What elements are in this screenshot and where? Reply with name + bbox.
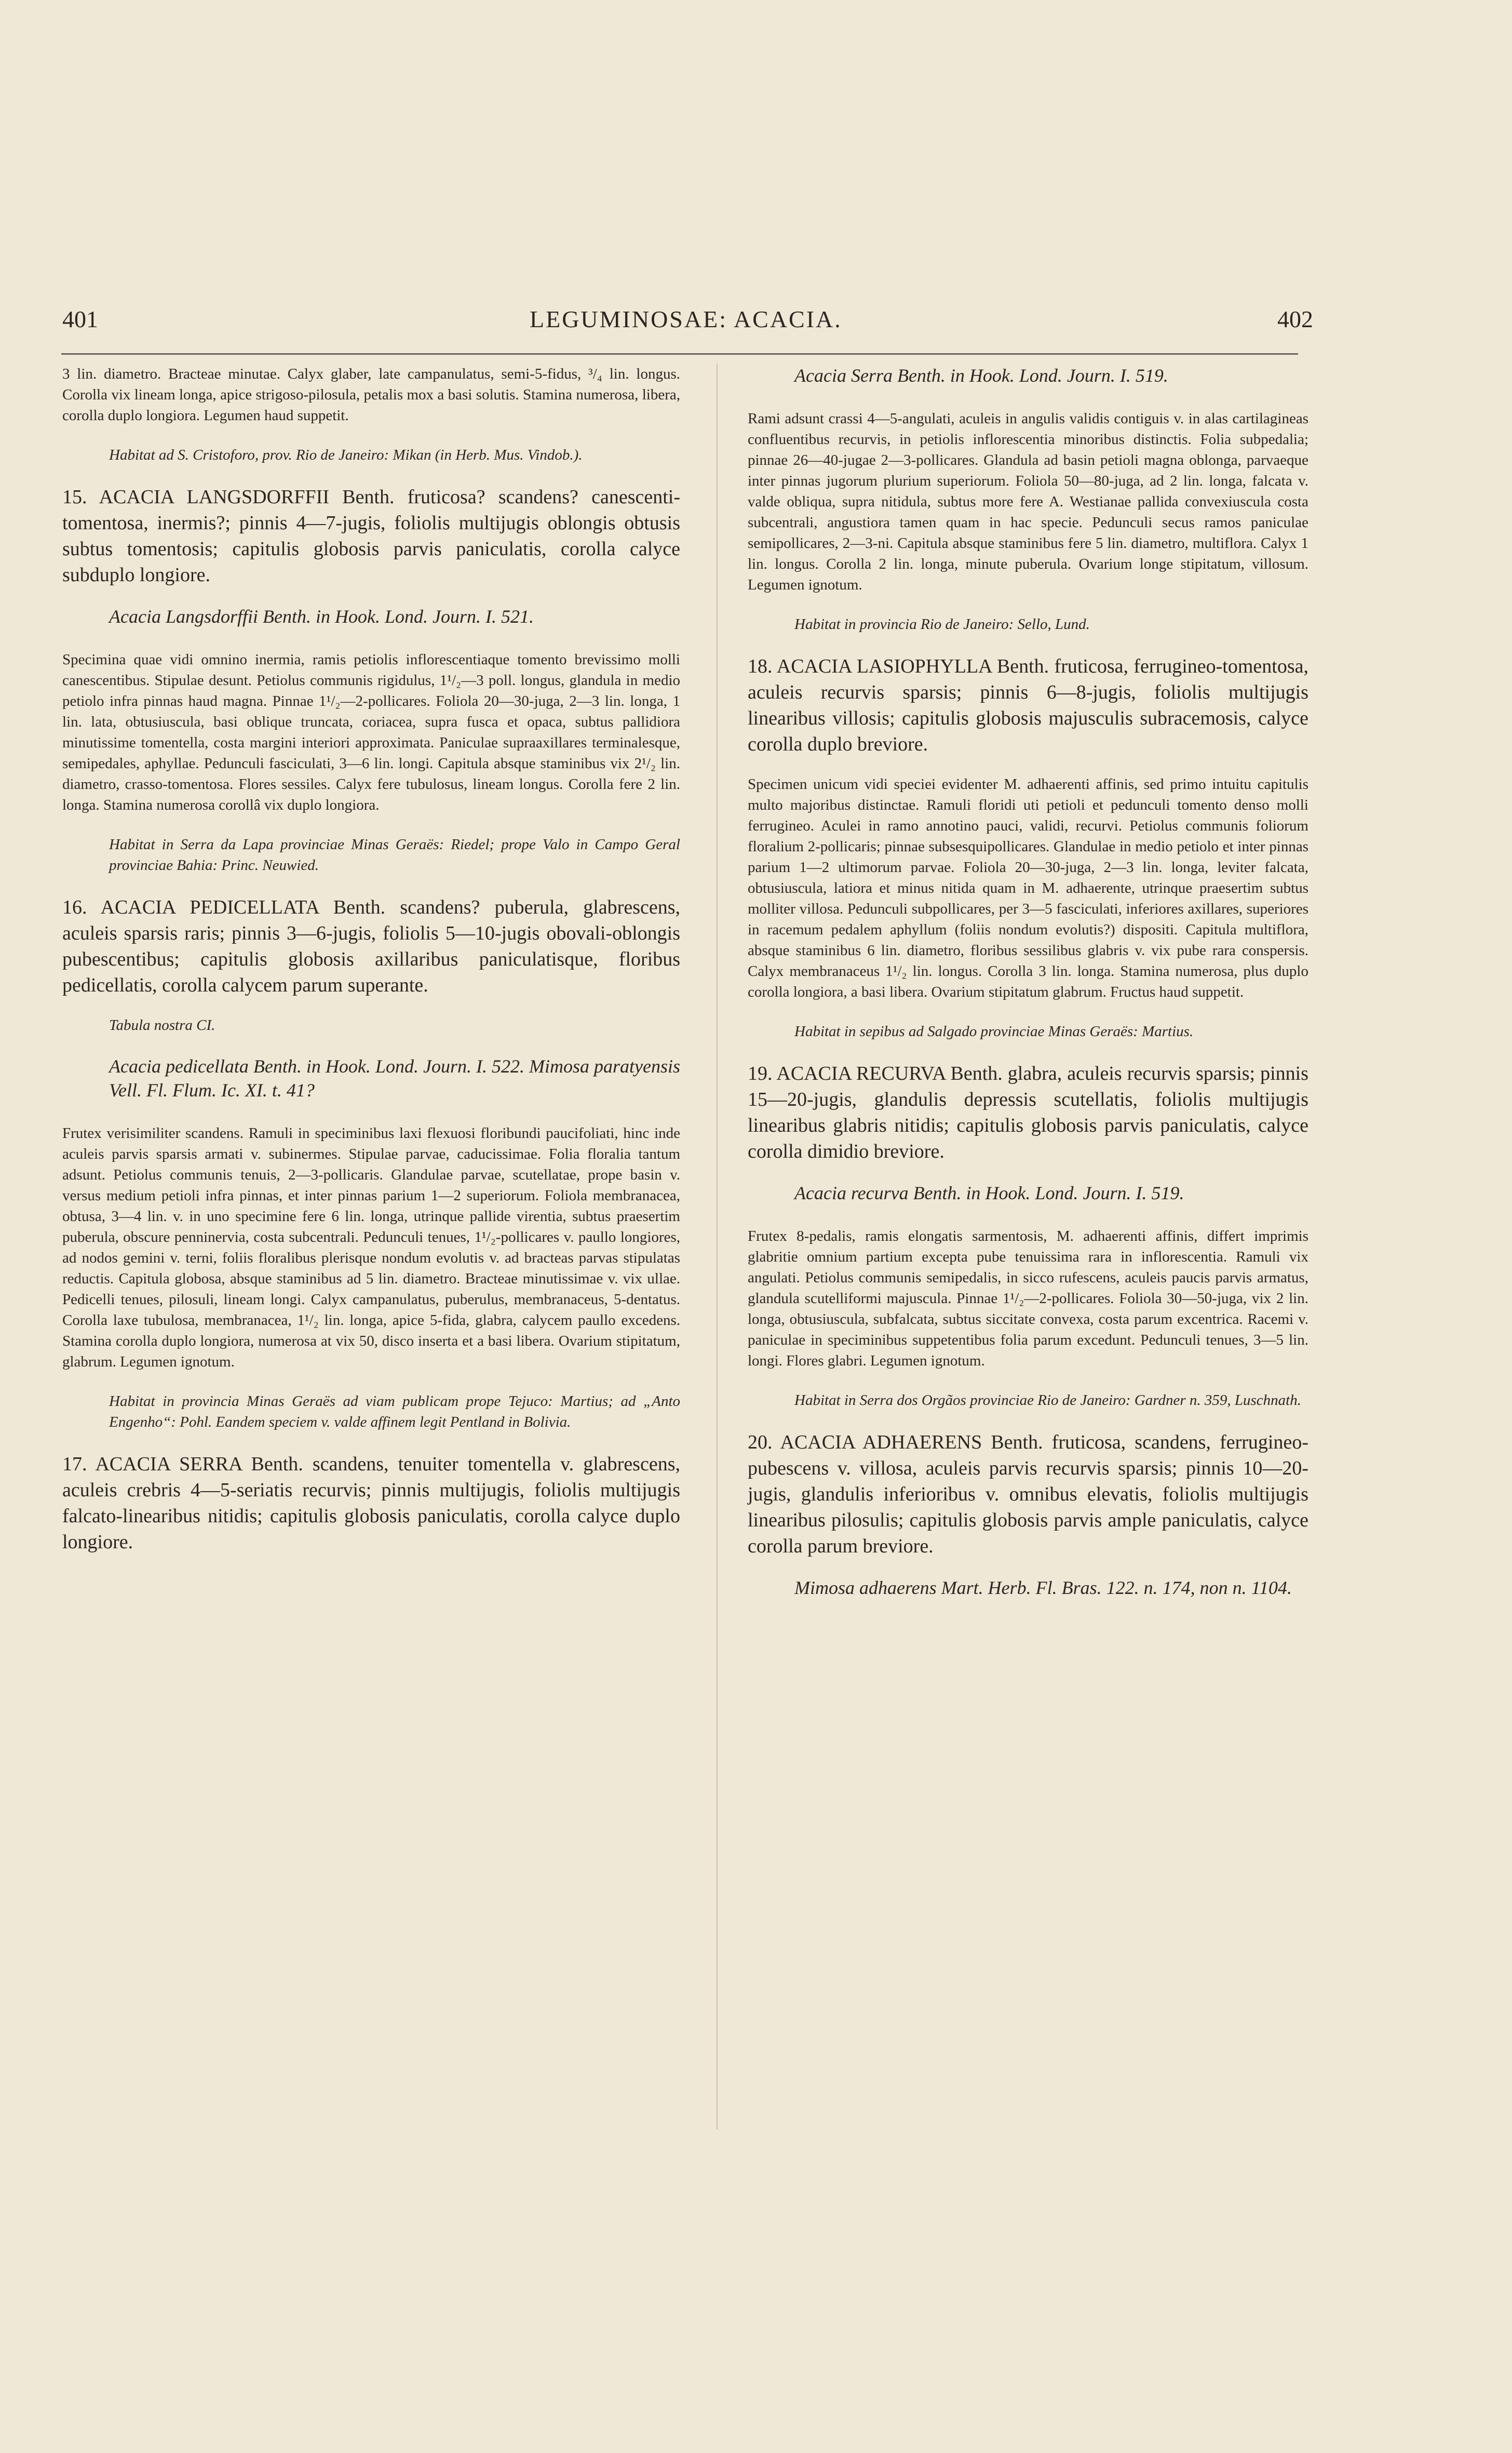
- continued-description: 3 lin. diametro. Bracteae minutae. Calyx glaber, late campanulatus, semi-5-fidus, ³/₄ lin. longus. Corolla vix lineam longa, apice strigoso-pilosula, petalis mox a basi solutis. Stamina numerosa, libera, corolla duplo longiora. Legumen haud suppetit.: [62, 366, 680, 424]
- species-17-diagnosis: 17. ACACIA SERRA Benth. scandens, tenuiter tomentella v. glabrescens, aculeis crebris 4—5-seriatis recurvis; pinnis multijugis, foliolis multijugis falcato-linearibus nitidis; capitulis globosis paniculatis, corolla calyce duplo longiore.: [62, 1453, 680, 1553]
- species-19-diagnosis: 19. ACACIA RECURVA Benth. glabra, aculeis recurvis sparsis; pinnis 15—20-jugis, glandulis depressis scutellatis, foliolis multijugis linearibus glabris nitidis; capitulis globosis parvis paniculatis, calyce corolla dimidio breviore.: [748, 1063, 1308, 1162]
- species-15-description: Specimina quae vidi omnino inermia, ramis petiolis inflorescentiaque tomento brevissimo molli canescentibus. Stipulae desunt. Petiolus communis rigidulus, 1¹/₂—3 poll. longus, glandula in medio petiolo infra pinnas haud magna. Pinnae 1¹/₂—2-pollicares. Foliola 20—30-juga, 2—3 lin. longa, 1 lin. lata, obtusiuscula, basi oblique truncata, coriacea, supra fusca et opaca, subtus pallidiora minutissime tomentella, costa margini interiori approximata. Paniculae supraaxillares terminalesque, semipedales, aphyllae. Pedunculi fasciculati, 3—6 lin. longi. Capitula absque staminibus vix 2¹/₂ lin. diametro, crasso-tomentosa. Flores sessiles. Calyx fere tubulosus, lineam longus. Corolla fere 2 lin. longa. Stamina numerosa corollâ vix duplo longiora.: [62, 651, 680, 813]
- species-16-description: Frutex verisimiliter scandens. Ramuli in speciminibus laxi flexuosi floribundi paucifoliati, hinc inde aculeis parvis sparsis armati v. subinermes. Stipulae parvae, caducissimae. Folia floralia tantum adsunt. Petiolus communis tenuis, 2—3-pollicaris. Glandulae parvae, scutellatae, prope basin v. versus medium petioli infra pinnas, et inter pinnas parium 1—2 superiorum. Foliola membranacea, obtusa, 3—4 lin. v. in uno specimine fere 6 lin. longa, utrinque pallide virentia, subtus praesertim puberula, obscure penninervia, costa subcentrali. Pedunculi tenues, 1¹/₂-pollicares v. paullo longiores, ad nodos gemini v. terni, foliis floralibus plerisque nondum evolutis v. ad bracteas parvas stipulatas reductis. Capitula globosa, absque staminibus ad 5 lin. diametro. Bracteae minutissimae v. vix ullae. Pedicelli tenues, pilosuli, lineam longi. Calyx campanulatus, puberulus, membranaceus, 5-dentatus. Corolla laxe tubulosa, membranacea, 1¹/₂ lin. longa, apice 5-fida, glabra, calycem paullo excedens. Stamina corolla duplo longiora, numerosa at vix 50, disco inserta et a basi libera. Ovarium stipitatum, glabrum. Legumen ignotum.: [62, 1125, 680, 1370]
- species-16-plate: Tabula nostra CI.: [109, 1017, 215, 1034]
- species-16-diagnosis: 16. ACACIA PEDICELLATA Benth. scandens? puberula, glabrescens, aculeis sparsis raris; pinnis 3—6-jugis, foliolis 5—10-jugis obovali-oblongis pubescentibus; capitulis globosis axillaribus paniculatisque, floribus pedicellatis, corolla calycem parum superante.: [62, 896, 680, 996]
- page-number-left: 401: [62, 306, 98, 332]
- species-20-diagnosis: 20. ACACIA ADHAERENS Benth. fruticosa, scandens, ferrugineo-pubescens v. villosa, aculeis parvis recurvis sparsis; pinnis 10—20-jugis, glandulis inferioribus v. omnibus elevatis, foliolis multijugis linearibus pilosulis; capitulis globosis parvis ample paniculatis, calyce corolla parum breviore.: [748, 1431, 1308, 1557]
- left-column: [62, 364, 680, 1572]
- species-15-diagnosis: 15. ACACIA LANGSDORFFII Benth. fruticosa? scandens? canescenti-tomentosa, inermis?; pinnis 4—7-jugis, foliolis multijugis oblongis obtusis subtus tomentosis; capitulis globosis parvis paniculatis, corolla calyce subduplo longiore.: [62, 486, 680, 586]
- species-19-description: Frutex 8-pedalis, ramis elongatis sarmentosis, M. adhaerenti affinis, differt imprimis glabritie omnium partium excepta pube tenuissima rara in inflorescentia. Ramuli vix angulati. Petiolus communis semipedalis, in sicco rufescens, aculeis paucis parvis armatus, glandula scutelliformi majuscula. Pinnae 1¹/₂—2-pollicares. Foliola 30—50-juga, vix 2 lin. longa, obtusiuscula, subfalcata, subtus siccitate convexa, costa parum excentrica. Racemi v. paniculae in speciminibus suppetentibus folia parum excedunt. Pedunculi tenues, 3—5 lin. longi. Flores glabri. Legumen ignotum.: [748, 1228, 1308, 1369]
- page-number-right: 402: [1277, 306, 1313, 332]
- column-gutter: [717, 364, 718, 2129]
- species-18-habitat: Habitat in sepibus ad Salgado provinciae Minas Geraës: Martius.: [794, 1023, 1194, 1040]
- species-19-synonym: Acacia recurva Benth. in Hook. Lond. Journ. I. 519.: [794, 1183, 1184, 1203]
- habitat-note: Habitat ad S. Cristoforo, prov. Rio de Janeiro: Mikan (in Herb. Mus. Vindob.).: [109, 447, 583, 463]
- species-20-synonym: Mimosa adhaerens Mart. Herb. Fl. Bras. 122. n. 174, non n. 1104.: [794, 1577, 1292, 1598]
- species-18-diagnosis: 18. ACACIA LASIOPHYLLA Benth. fruticosa, ferrugineo-tomentosa, aculeis recurvis sparsis; pinnis 6—8-jugis, foliolis multijugis linearibus villosis; capitulis globosis majusculis subracemosis, calyce corolla duplo breviore.: [748, 655, 1308, 755]
- species-15-synonym: Acacia Langsdorffii Benth. in Hook. Lond. Journ. I. 521.: [109, 606, 534, 627]
- species-16-synonym: Acacia pedicellata Benth. in Hook. Lond. Journ. I. 522. Mimosa paratyensis Vell. Fl. Flum. Ic. XI. t. 41?: [109, 1056, 680, 1101]
- species-17-description: Rami adsunt crassi 4—5-angulati, aculeis in angulis validis contiguis v. in alas cartilagineas confluentibus recurvis, in petiolis inflorescentia minoribus distinctis. Folia subpedalia; pinnae 26—40-jugae 2—3-pollicares. Glandula ad basin petioli magna oblonga, parvaeque inter pinnas jugorum plurium superiorum. Foliola 50—80-juga, ad 2 lin. longa, falcata v. valde obliqua, supra nitidula, subtus more fere A. Westianae pallida convexiuscula costa subcentrali, angustiora tamen quam in hac specie. Pedunculi secus ramos paniculae semipollicares, 2—3-ni. Capitula absque staminibus fere 5 lin. diametro, multiflora. Calyx 1 lin. longus. Corolla 2 lin. longa, minute puberula. Ovarium longe stipitatum, villosum. Legumen ignotum.: [748, 410, 1308, 593]
- species-19-habitat: Habitat in Serra dos Orgãos provinciae Rio de Janeiro: Gardner n. 359, Luschnath.: [794, 1392, 1301, 1409]
- species-17-habitat: Habitat in provincia Rio de Janeiro: Sello, Lund.: [794, 616, 1090, 633]
- species-17-synonym: Acacia Serra Benth. in Hook. Lond. Journ. I. 519.: [794, 365, 1168, 386]
- species-16-habitat: Habitat in provincia Minas Geraës ad viam publicam prope Tejuco: Martius; ad „Anto Engenho“: Pohl. Eandem speciem v. valde affinem legit Pentland in Bolivia.: [109, 1393, 680, 1430]
- species-15-habitat: Habitat in Serra da Lapa provinciae Minas Geraës: Riedel; prope Valo in Campo Geral provinciae Bahia: Princ. Neuwied.: [109, 836, 680, 874]
- species-18-description: Specimen unicum vidi speciei evidenter M. adhaerenti affinis, sed primo intuitu capitulis multo majoribus distinctae. Ramuli floridi uti petioli et pedunculi tomento denso molli ferrugineo. Aculei in ramo annotino pauci, validi, recurvi. Petiolus communis foliorum floralium 2-pollicaris; pinnae subsesquipollicares. Glandulae in medio petiolo et inter pinnas parium 1—2 ultimorum parvae. Foliola 20—30-juga, 2—3 lin. longa, leviter falcata, obtusiuscula, latiora et minus nitida quam in M. adhaerente, utrinque praesertim subtus molliter villosa. Pedunculi subpollicares, per 3—5 fasciculati, inferiores axillares, superiores in racemum pedalem aphyllum (foliis nondum evolutis?) dispositi. Capitula multiflora, absque staminibus 6 lin. diametro, floribus sessilibus glabris v. vix pube rara conspersis. Calyx membranaceus 1¹/₂ lin. longus. Corolla 3 lin. longa. Stamina numerosa, plus duplo corolla longiora, a basi libera. Ovarium stipitatum glabrum. Fructus haud suppetit.: [748, 776, 1308, 1000]
- right-column: [748, 364, 1308, 1620]
- page-header: [62, 305, 1313, 337]
- running-title: LEGUMINOSAE: ACACIA.: [530, 306, 842, 332]
- header-rule: [61, 353, 1298, 355]
